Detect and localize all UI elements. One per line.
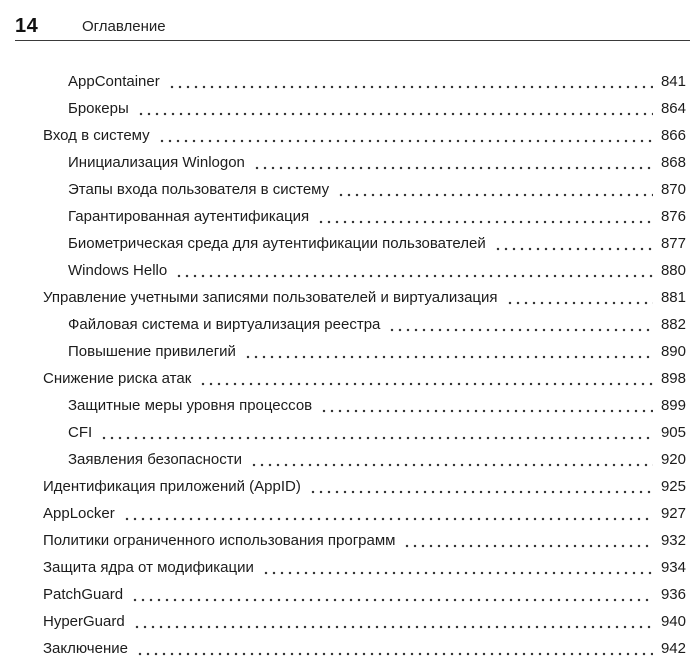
toc-entry-title: Этапы входа пользователя в систему: [68, 181, 330, 198]
toc-entry-title: Гарантированная аутентификация: [68, 208, 310, 225]
toc-entry: [0, 338, 686, 365]
toc-entry: [0, 257, 686, 284]
toc-entry-page: 868: [660, 154, 686, 171]
toc-entry-page: 940: [660, 613, 686, 630]
toc-entry: [0, 203, 686, 230]
toc-entry-page: 925: [660, 478, 686, 495]
toc-entry-title: HyperGuard: [43, 613, 125, 630]
toc-entry-title: Файловая система и виртуализация реестра: [68, 316, 381, 333]
toc-entry: [0, 284, 686, 311]
toc-entry: [0, 365, 686, 392]
toc-entry-page: 898: [660, 370, 686, 387]
dot-leader: [319, 392, 653, 419]
toc-entry-title: AppContainer: [68, 73, 160, 90]
toc-entry-title: PatchGuard: [43, 586, 124, 603]
toc-entry: [0, 446, 686, 473]
toc-entry: [0, 149, 686, 176]
toc-entry: [0, 500, 686, 527]
toc-entry-page: 942: [660, 640, 686, 657]
toc-entry-title: Идентификация приложений (AppID): [43, 478, 301, 495]
toc-entry-page: 881: [660, 289, 686, 306]
dot-leader: [122, 500, 653, 527]
toc-entry-page: 841: [660, 73, 686, 90]
toc-entry-title: Повышение привилегий: [68, 343, 236, 360]
toc-entry-page: 876: [660, 208, 686, 225]
dot-leader: [243, 338, 653, 365]
toc-entry: [0, 419, 686, 446]
toc-entry-title: Заявления безопасности: [68, 451, 243, 468]
toc-entry-page: 927: [660, 505, 686, 522]
running-header-title: Оглавление: [82, 18, 166, 35]
dot-leader: [261, 554, 653, 581]
toc-entry-page: 882: [660, 316, 686, 333]
toc-entry-title: Защита ядра от модификации: [43, 559, 254, 576]
toc-entry-page: 920: [660, 451, 686, 468]
toc-entry: [0, 635, 686, 662]
dot-leader: [493, 230, 653, 257]
toc-entry-title: Биометрическая среда для аутентификации пользователей: [68, 235, 486, 252]
toc-entry-page: 934: [660, 559, 686, 576]
dot-leader: [132, 608, 653, 635]
header-rule: [15, 40, 690, 41]
dot-leader: [174, 257, 653, 284]
toc-entry-title: Инициализация Winlogon: [68, 154, 245, 171]
toc-entry-page: 905: [660, 424, 686, 441]
toc-entry-page: 880: [660, 262, 686, 279]
toc-entry-page: 870: [660, 181, 686, 198]
toc-entry: [0, 230, 686, 257]
toc-entry: [0, 581, 686, 608]
toc-entry: [0, 95, 686, 122]
toc-entry: [0, 68, 686, 95]
dot-leader: [99, 419, 653, 446]
dot-leader: [157, 122, 653, 149]
toc-entry-page: 899: [660, 397, 686, 414]
toc-entry: [0, 473, 686, 500]
dot-leader: [387, 311, 653, 338]
toc-entry-title: AppLocker: [43, 505, 115, 522]
toc-entry: [0, 527, 686, 554]
page-number: 14: [15, 15, 39, 37]
toc-entry-page: 932: [660, 532, 686, 549]
dot-leader: [135, 635, 653, 662]
toc-entry-title: CFI: [68, 424, 93, 441]
dot-leader: [505, 284, 653, 311]
toc-entry-title: Заключение: [43, 640, 128, 657]
table-of-contents: [0, 68, 686, 662]
dot-leader: [198, 365, 653, 392]
toc-entry: [0, 608, 686, 635]
dot-leader: [136, 95, 653, 122]
toc-entry: [0, 311, 686, 338]
page-header: [0, 0, 700, 44]
toc-entry-page: 877: [660, 235, 686, 252]
toc-entry-page: 866: [660, 127, 686, 144]
toc-entry: [0, 392, 686, 419]
dot-leader: [316, 203, 653, 230]
dot-leader: [252, 149, 653, 176]
toc-entry-title: Политики ограниченного использования программ: [43, 532, 396, 549]
toc-entry-page: 864: [660, 100, 686, 117]
toc-entry-title: Снижение риска атак: [43, 370, 192, 387]
toc-entry-title: Управление учетными записями пользователей и виртуализация: [43, 289, 498, 306]
toc-entry: [0, 176, 686, 203]
toc-entry: [0, 554, 686, 581]
toc-entry-title: Вход в систему: [43, 127, 150, 144]
dot-leader: [130, 581, 653, 608]
dot-leader: [167, 68, 653, 95]
toc-entry-page: 890: [660, 343, 686, 360]
toc-entry: [0, 122, 686, 149]
dot-leader: [402, 527, 653, 554]
dot-leader: [249, 446, 653, 473]
toc-entry-title: Брокеры: [68, 100, 129, 117]
dot-leader: [336, 176, 653, 203]
toc-entry-title: Windows Hello: [68, 262, 168, 279]
toc-entry-title: Защитные меры уровня процессов: [68, 397, 313, 414]
dot-leader: [308, 473, 653, 500]
toc-entry-page: 936: [660, 586, 686, 603]
